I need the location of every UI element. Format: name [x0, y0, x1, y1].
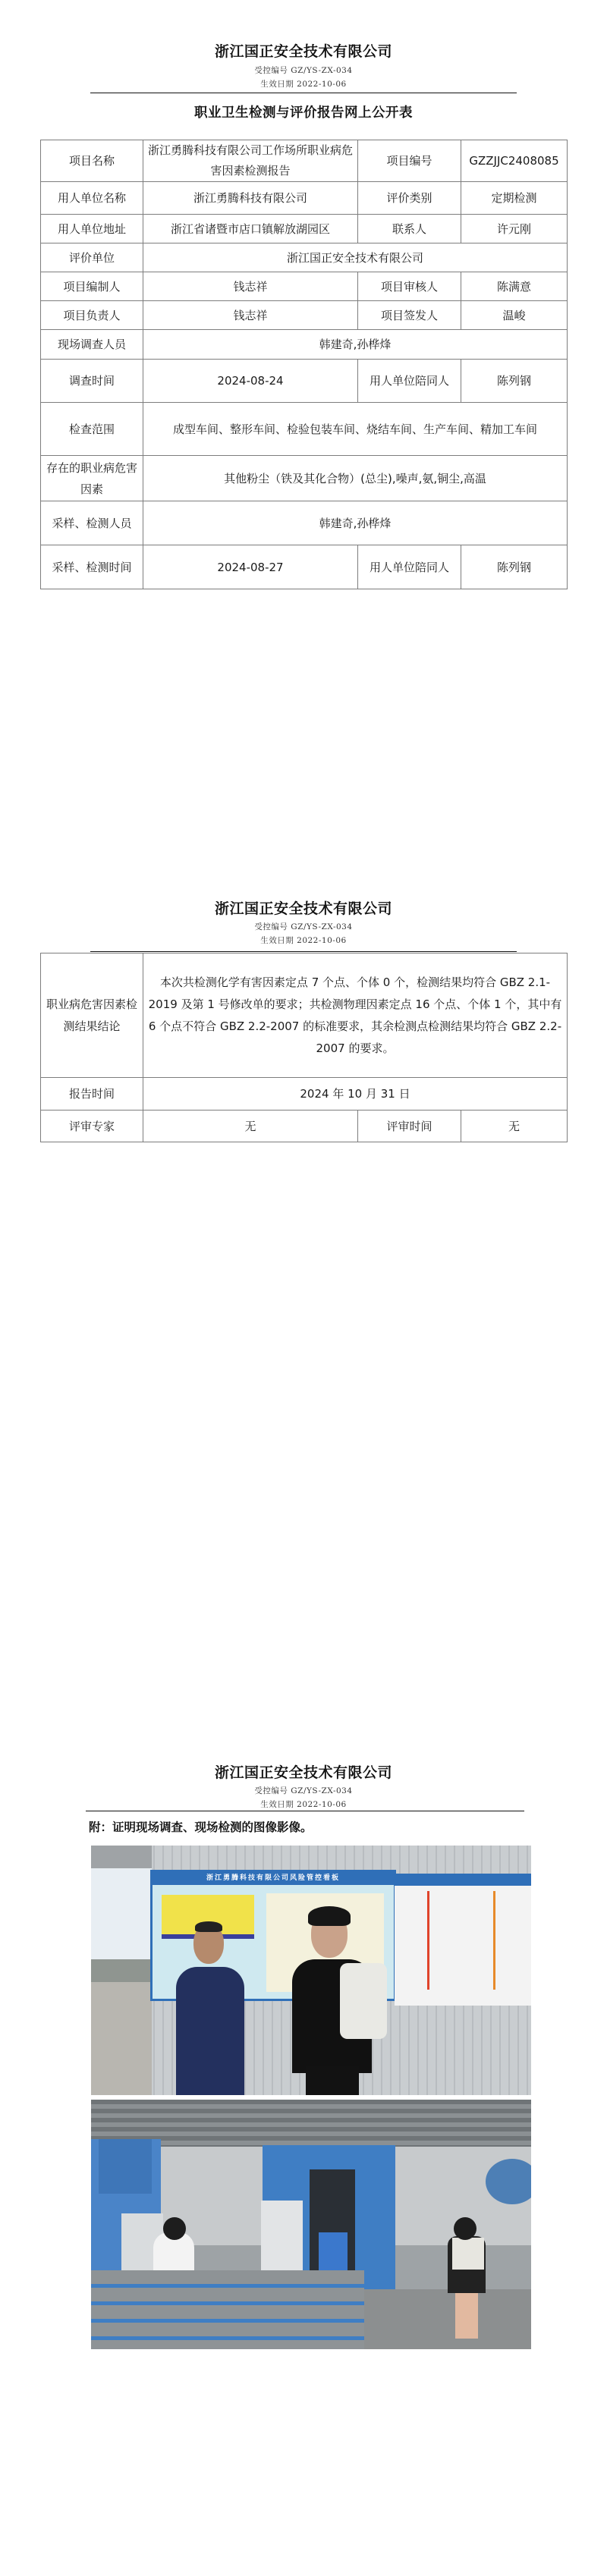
table-row [41, 953, 568, 1078]
disclosure-table [40, 140, 568, 589]
label-report-time: 报告时间 [41, 1078, 143, 1111]
board-title: 浙江勇腾科技有限公司风险管控看板 [153, 1872, 394, 1885]
label-employer-name: 用人单位名称 [41, 182, 143, 215]
value-hazard-factors: 其他粉尘（铁及其化合物）(总尘),噪声,氨,铜尘,高温 [143, 456, 568, 501]
conclusion-table [40, 953, 568, 1142]
table-row [41, 360, 568, 403]
table-row [41, 301, 568, 330]
value-accompanying-person: 陈列钢 [461, 360, 568, 403]
value-site-investigators: 韩建奇,孙桦烽 [143, 330, 568, 360]
table-row [41, 272, 568, 301]
label-review-experts: 评审专家 [41, 1111, 143, 1142]
value-project-number: GZZJJC2408085 [461, 140, 568, 182]
value-sampling-time: 2024-08-27 [143, 545, 358, 589]
table-row [41, 456, 568, 501]
table-row [41, 140, 568, 182]
table-row [41, 182, 568, 215]
effective-date: 生效日期 2022-10-06 [260, 936, 347, 945]
company-name: 浙江国正安全技术有限公司 [214, 1764, 392, 1781]
label-investigation-time: 调查时间 [41, 360, 143, 403]
value-accompanying-person-2: 陈列钢 [461, 545, 568, 589]
control-number: 受控编号 GZ/YS-ZX-034 [254, 66, 353, 75]
value-review-time: 无 [461, 1111, 568, 1142]
value-review-experts: 无 [143, 1111, 358, 1142]
value-project-name: 浙江勇腾科技有限公司工作场所职业病危害因素检测报告 [143, 140, 358, 182]
value-contact: 许元刚 [461, 215, 568, 243]
site-investigation-photo [91, 1846, 531, 2095]
table-row [41, 1078, 568, 1111]
value-compiler: 钱志祥 [143, 272, 358, 301]
table-row [41, 243, 568, 272]
control-number: 受控编号 GZ/YS-ZX-034 [254, 922, 353, 931]
label-employer-address: 用人单位地址 [41, 215, 143, 243]
company-name: 浙江国正安全技术有限公司 [214, 43, 392, 60]
control-number: 受控编号 GZ/YS-ZX-034 [254, 1786, 353, 1795]
effective-date: 生效日期 2022-10-06 [260, 80, 347, 89]
label-issuer: 项目签发人 [358, 301, 461, 330]
table-row [41, 330, 568, 360]
table-row [41, 501, 568, 545]
table-row [41, 215, 568, 243]
label-evaluation-type: 评价类别 [358, 182, 461, 215]
label-review-time: 评审时间 [358, 1111, 461, 1142]
label-hazard-factors: 存在的职业病危害因素 [41, 456, 143, 501]
value-issuer: 温峻 [461, 301, 568, 330]
label-conclusion: 职业病危害因素检测结果结论 [41, 953, 143, 1078]
table-row [41, 1111, 568, 1142]
label-inspection-scope: 检查范围 [41, 403, 143, 456]
table-row [41, 403, 568, 456]
attachment-caption: 附：证明现场调查、现场检测的图像影像。 [89, 1820, 313, 1834]
effective-date: 生效日期 2022-10-06 [260, 1800, 347, 1809]
value-conclusion: 本次共检测化学有害因素定点 7 个点、个体 0 个，检测结果均符合 GBZ 2.1-2019 及第 1 号修改单的要求；共检测物理因素定点 16 个点、个体 1 个，其中有 6 个点不符合 GBZ 2.2-2007 的标准要求，其余检测点检测结果均符合 GBZ 2.2-2007 的要求。 [143, 953, 568, 1078]
label-accompanying-person: 用人单位陪同人 [358, 360, 461, 403]
value-investigation-time: 2024-08-24 [143, 360, 358, 403]
value-sampling-staff: 韩建奇,孙桦烽 [143, 501, 568, 545]
label-project-number: 项目编号 [358, 140, 461, 182]
label-compiler: 项目编制人 [41, 272, 143, 301]
value-employer-name: 浙江勇腾科技有限公司 [143, 182, 358, 215]
label-site-investigators: 现场调查人员 [41, 330, 143, 360]
value-employer-address: 浙江省诸暨市店口镇解放湖园区 [143, 215, 358, 243]
document-title: 职业卫生检测与评价报告网上公开表 [194, 105, 413, 121]
label-accompanying-person-2: 用人单位陪同人 [358, 545, 461, 589]
value-project-leader: 钱志祥 [143, 301, 358, 330]
label-evaluation-unit: 评价单位 [41, 243, 143, 272]
value-report-time: 2024 年 10 月 31 日 [143, 1078, 568, 1111]
company-name: 浙江国正安全技术有限公司 [214, 900, 392, 917]
value-evaluation-unit: 浙江国正安全技术有限公司 [143, 243, 568, 272]
label-sampling-staff: 采样、检测人员 [41, 501, 143, 545]
value-reviewer: 陈满意 [461, 272, 568, 301]
value-evaluation-type: 定期检测 [461, 182, 568, 215]
label-contact: 联系人 [358, 215, 461, 243]
label-project-leader: 项目负责人 [41, 301, 143, 330]
label-sampling-time: 采样、检测时间 [41, 545, 143, 589]
label-project-name: 项目名称 [41, 140, 143, 182]
table-row [41, 545, 568, 589]
header-rule [90, 951, 517, 952]
site-testing-photo [91, 2100, 531, 2349]
value-inspection-scope: 成型车间、整形车间、检验包装车间、烧结车间、生产车间、精加工车间 [143, 403, 568, 456]
label-reviewer: 项目审核人 [358, 272, 461, 301]
